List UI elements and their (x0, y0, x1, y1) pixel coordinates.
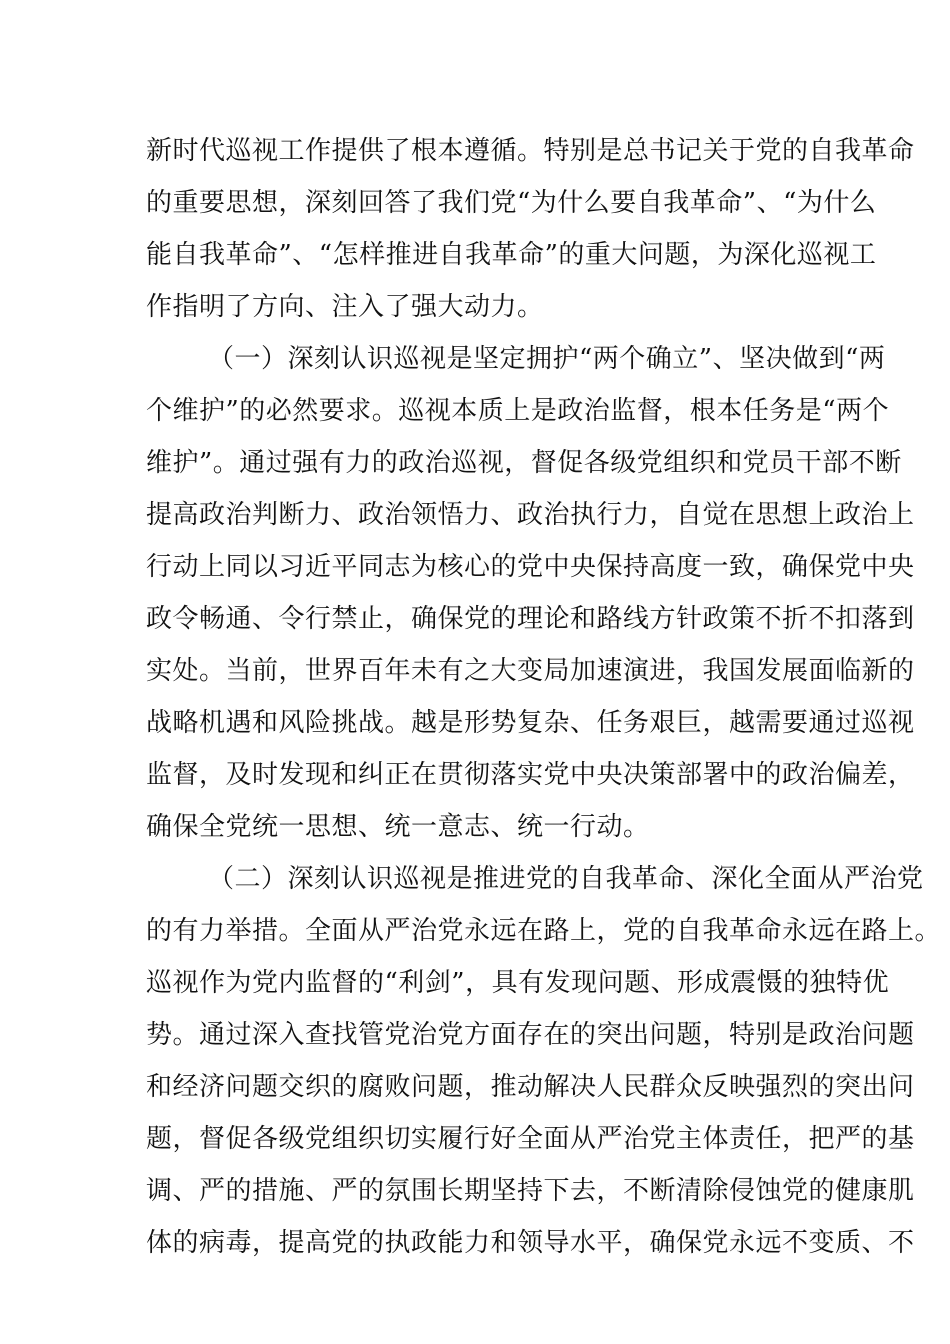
text-line: 政令畅通、令行禁止，确保党的理论和路线方针政策不折不扣落到 (146, 604, 915, 634)
section-heading-2: （二）深刻认识巡视是推进党的自我革命、深化全面从严治党 (208, 864, 924, 894)
text-line: 能自我革命”、“怎样推进自我革命”的重大问题，为深化巡视工 (146, 240, 877, 270)
text-line: 个维护”的必然要求。巡视本质上是政治监督，根本任务是“两个 (146, 396, 890, 426)
text-line: 提高政治判断力、政治领悟力、政治执行力，自觉在思想上政治上 (146, 500, 915, 530)
section-heading-1: （一）深刻认识巡视是坚定拥护“两个确立”、坚决做到“两 (208, 344, 886, 374)
text-line: 势。通过深入查找管党治党方面存在的突出问题，特别是政治问题 (146, 1020, 915, 1050)
text-line: 题，督促各级党组织切实履行好全面从严治党主体责任，把严的基 (146, 1124, 915, 1154)
text-line: 调、严的措施、严的氛围长期坚持下去，不断清除侵蚀党的健康肌 (146, 1176, 915, 1206)
text-line: 和经济问题交织的腐败问题，推动解决人民群众反映强烈的突出问 (146, 1072, 915, 1102)
text-line: 监督，及时发现和纠正在贯彻落实党中央决策部署中的政治偏差， (146, 760, 915, 790)
text-line: 行动上同以习近平同志为核心的党中央保持高度一致，确保党中央 (146, 552, 915, 582)
text-line: 实处。当前，世界百年未有之大变局加速演进，我国发展面临新的 (146, 656, 915, 686)
text-line: 战略机遇和风险挑战。越是形势复杂、任务艰巨，越需要通过巡视 (146, 708, 915, 738)
text-line: 维护”。通过强有力的政治巡视，督促各级党组织和党员干部不断 (146, 448, 902, 478)
text-line: 作指明了方向、注入了强大动力。 (146, 292, 544, 322)
text-line: 的重要思想，深刻回答了我们党“为什么要自我革命”、“为什么 (146, 188, 877, 218)
text-line: 确保全党统一思想、统一意志、统一行动。 (146, 812, 650, 842)
text-line: 体的病毒，提高党的执政能力和领导水平，确保党永远不变质、不 (146, 1228, 915, 1258)
text-line: 的有力举措。全面从严治党永远在路上，党的自我革命永远在路上。 (146, 916, 942, 946)
text-line: 新时代巡视工作提供了根本遵循。特别是总书记关于党的自我革命 (146, 136, 915, 166)
text-line: 巡视作为党内监督的“利剑”，具有发现问题、形成震慑的独特优 (146, 968, 890, 998)
